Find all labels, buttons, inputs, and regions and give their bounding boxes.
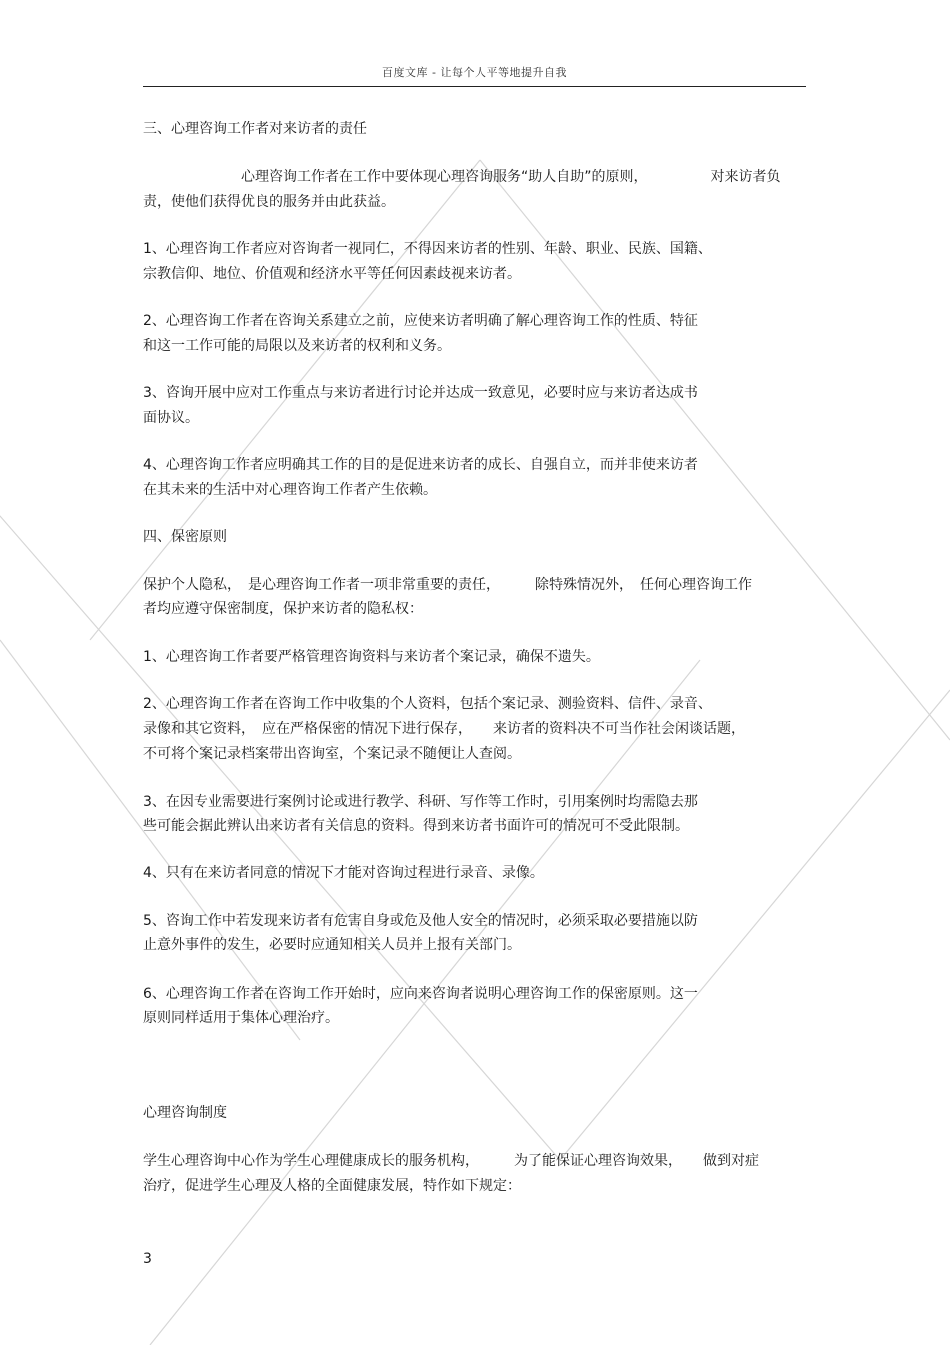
list-item-line: 1、心理咨询工作者要严格管理咨询资料与来访者个案记录，确保不遗失。: [143, 649, 600, 665]
list-item-line: 止意外事件的发生，必要时应通知相关人员并上报有关部门。: [143, 937, 521, 953]
page-number: 3: [143, 1251, 152, 1267]
list-item-line: 不可将个案记录档案带出咨询室，个案记录不随便让人查阅。: [143, 746, 521, 762]
list-item-line: 4、心理咨询工作者应明确其工作的目的是促进来访者的成长、自强自立，而并非使来访者: [143, 457, 698, 473]
list-item-line: 3、在因专业需要进行案例讨论或进行教学、科研、写作等工作时，引用案例时均需隐去那: [143, 794, 698, 810]
list-item-line: 2、心理咨询工作者在咨询关系建立之前，应使来访者明确了解心理咨询工作的性质、特征: [143, 313, 698, 329]
paragraph-line: 者均应遵守保密制度，保护来访者的隐私权：: [143, 601, 423, 617]
paragraph-line: 保护个人隐私， 是心理咨询工作者一项非常重要的责任， 除特殊情况外， 任何心理咨询工作: [143, 577, 752, 593]
list-item-line: 面协议。: [143, 410, 199, 426]
page-header: 百度文库 - 让每个人平等地提升自我: [382, 66, 567, 79]
list-item-line: 2、心理咨询工作者在咨询工作中收集的个人资料，包括个案记录、测验资料、信件、录音、: [143, 696, 712, 712]
paragraph-line: 学生心理咨询中心作为学生心理健康成长的服务机构， 为了能保证心理咨询效果， 做到对症: [143, 1153, 759, 1169]
section-heading: 四、保密原则: [143, 529, 227, 545]
list-item-line: 4、只有在来访者同意的情况下才能对咨询过程进行录音、录像。: [143, 865, 544, 881]
list-item-line: 录像和其它资料， 应在严格保密的情况下进行保存， 来访者的资料决不可当作社会闲谈话题，: [143, 721, 745, 737]
paragraph-line: 治疗，促进学生心理及人格的全面健康发展，特作如下规定：: [143, 1178, 521, 1194]
list-item-line: 些可能会据此辨认出来访者有关信息的资料。得到来访者书面许可的情况可不受此限制。: [143, 818, 689, 834]
list-item-line: 和这一工作可能的局限以及来访者的权利和义务。: [143, 338, 451, 354]
list-item-line: 宗教信仰、地位、价值观和经济水平等任何因素歧视来访者。: [143, 266, 521, 282]
header-divider: [143, 86, 806, 87]
section-heading: 心理咨询制度: [143, 1105, 227, 1121]
list-item-line: 5、咨询工作中若发现来访者有危害自身或危及他人安全的情况时，必须采取必要措施以防: [143, 913, 698, 929]
list-item-line: 6、心理咨询工作者在咨询工作开始时，应向来咨询者说明心理咨询工作的保密原则。这一: [143, 986, 698, 1002]
paragraph-line: 责，使他们获得优良的服务并由此获益。: [143, 194, 395, 210]
list-item-line: 1、心理咨询工作者应对咨询者一视同仁，不得因来访者的性别、年龄、职业、民族、国籍、: [143, 241, 712, 257]
section-heading: 三、心理咨询工作者对来访者的责任: [143, 121, 367, 137]
list-item-line: 原则同样适用于集体心理治疗。: [143, 1010, 339, 1026]
list-item-line: 在其未来的生活中对心理咨询工作者产生依赖。: [143, 482, 437, 498]
list-item-line: 3、咨询开展中应对工作重点与来访者进行讨论并达成一致意见，必要时应与来访者达成书: [143, 385, 698, 401]
paragraph-line: 心理咨询工作者在工作中要体现心理咨询服务“助人自助”的原则， 对来访者负: [143, 169, 781, 185]
